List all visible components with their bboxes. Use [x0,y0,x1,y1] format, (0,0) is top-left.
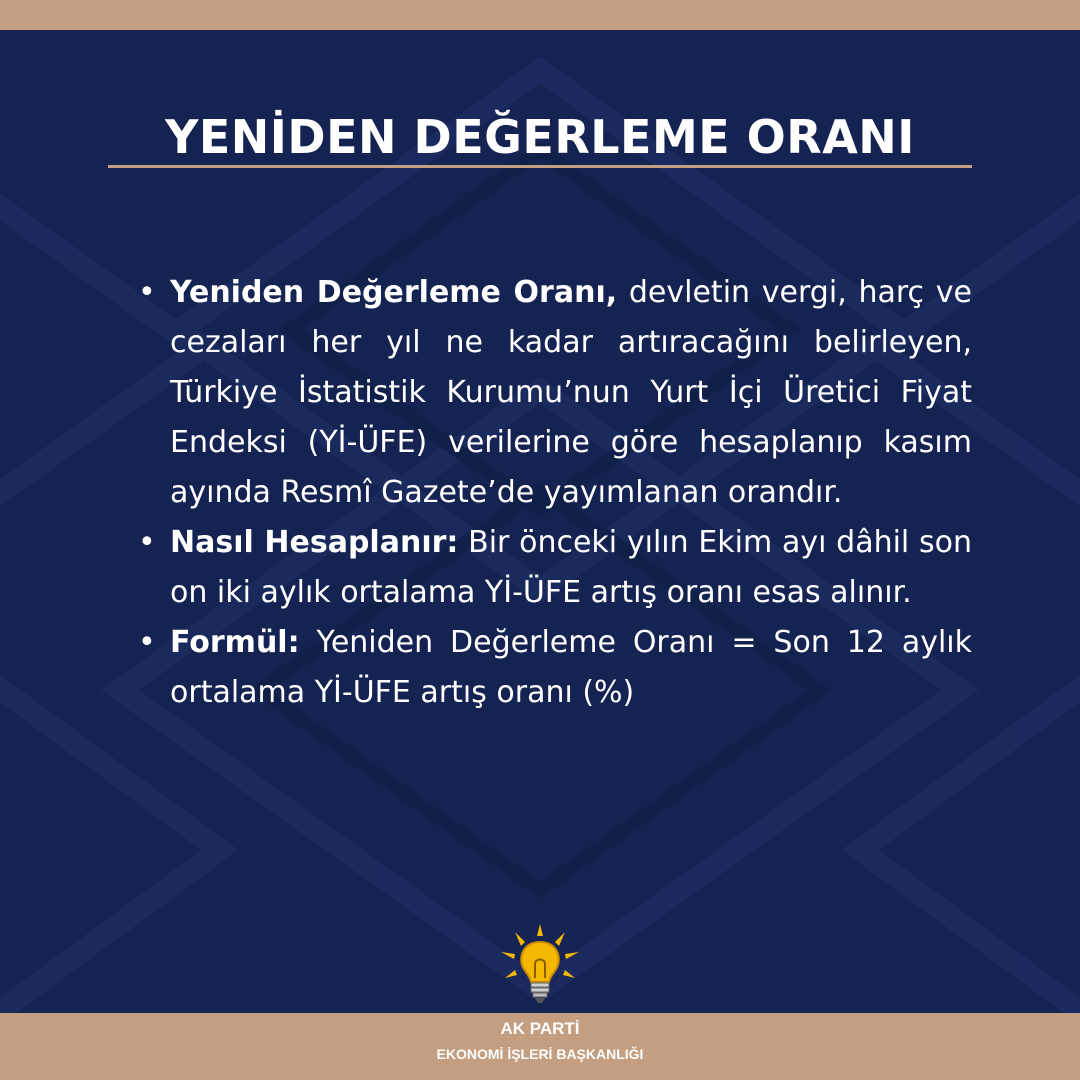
content-list [130,268,972,718]
lightbulb-icon [495,920,585,1008]
bullet-icon: • [138,525,156,560]
org-name: AK PARTİ [500,1019,580,1038]
bullet-icon: • [138,625,156,660]
org-department: EKONOMİ İŞLERİ BAŞKANLIĞI [436,1046,644,1062]
item-text: Yeniden Değerleme Oranı = Son 12 aylık ortalama Yİ-ÜFE artış oranı (%) [170,625,972,710]
item-text: Bir önceki yılın Ekim ayı dâhil son on iki aylık ortalama Yİ-ÜFE artış oranı esas alınır. [170,525,972,610]
list-item [130,518,972,618]
item-lead: Formül: [170,625,300,660]
list-item [130,618,972,718]
bullet-icon: • [138,275,156,310]
list-item [130,268,972,518]
item-lead: Yeniden Değerleme Oranı, [170,275,618,310]
page-title: YENİDEN DEĞERLEME ORANI [165,110,915,164]
item-lead: Nasıl Hesaplanır: [170,525,459,560]
top-band [0,0,1080,30]
item-text: devletin vergi, harç ve cezaları her yıl ne kadar artıracağını belirleyen, Türkiye İstatistik Kurumu’nun Yurt İçi Üretici Fiyat Endeksi (Yİ-ÜFE) verilerine göre hesaplanıp kasım ayında Resmî Gazete’de yayımlanan orandır. [170,275,972,510]
title-divider [108,165,972,168]
